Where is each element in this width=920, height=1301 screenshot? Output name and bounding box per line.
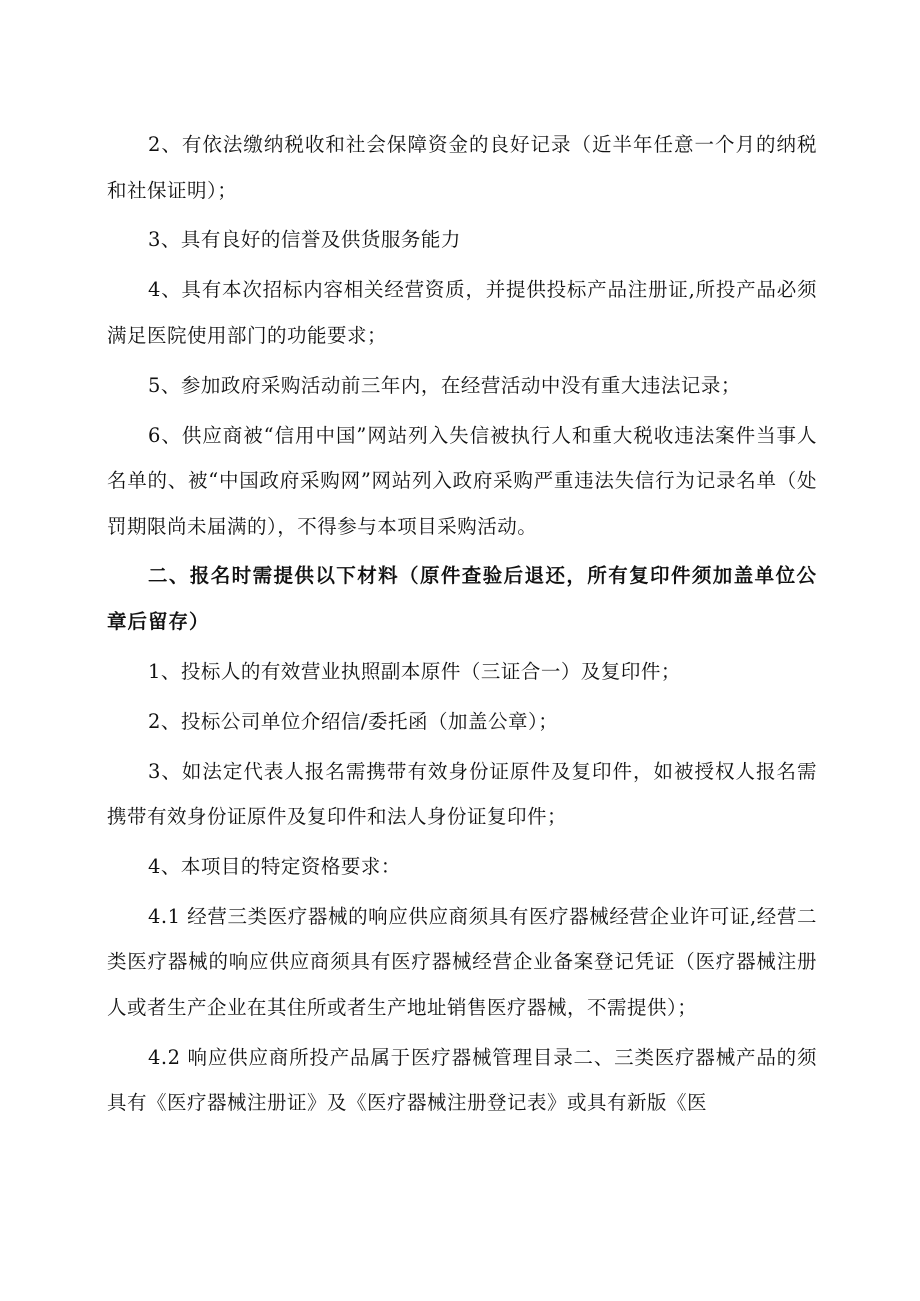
paragraph-id-documents: 3、如法定代表人报名需携带有效身份证原件及复印件，如被授权人报名需携带有效身份证原件及复印件和法人身份证复印件； <box>107 759 817 829</box>
paragraph-specific-requirements: 4、本项目的特定资格要求： <box>148 855 401 879</box>
paragraph-reputation: 3、具有良好的信誉及供货服务能力 <box>148 228 461 252</box>
paragraph-requirement-4-2: 4.2 响应供应商所投产品属于医疗器械管理目录二、三类医疗器械产品的须具有《医疗器械注册证》及《医疗器械注册登记表》或具有新版《医 <box>107 1045 817 1115</box>
paragraph-introduction-letter: 2、投标公司单位介绍信/委托函（加盖公章）； <box>148 709 559 733</box>
paragraph-requirement-4-1: 4.1 经营三类医疗器械的响应供应商须具有医疗器械经营企业许可证,经营二类医疗器械的响应供应商须具有医疗器械经营企业备案登记凭证（医疗器械注册人或者生产企业在其住所或者生产地址销售医疗器械，不需提供）； <box>107 904 817 1019</box>
paragraph-qualification: 4、具有本次招标内容相关经营资质，并提供投标产品注册证,所投产品必须满足医院使用部门的功能要求； <box>107 278 817 347</box>
paragraph-tax-record: 2、有依法缴纳税收和社会保障资金的良好记录（近半年任意一个月的纳税和社保证明）； <box>107 133 817 202</box>
document-body <box>107 122 817 1130</box>
paragraph-no-violation: 5、参加政府采购活动前三年内，在经营活动中没有重大违法记录； <box>148 373 741 397</box>
section-heading-registration-materials: 二、报名时需提供以下材料（原件查验后退还，所有复印件须加盖单位公章后留存） <box>107 564 817 633</box>
paragraph-business-license: 1、投标人的有效营业执照副本原件（三证合一）及复印件； <box>148 659 681 683</box>
paragraph-credit-blacklist: 6、供应商被“信用中国”网站列入失信被执行人和重大税收违法案件当事人名单的、被“中国政府采购网”网站列入政府采购严重违法失信行为记录名单（处罚期限尚未届满的），不得参与本项目采购活动。 <box>107 423 817 538</box>
